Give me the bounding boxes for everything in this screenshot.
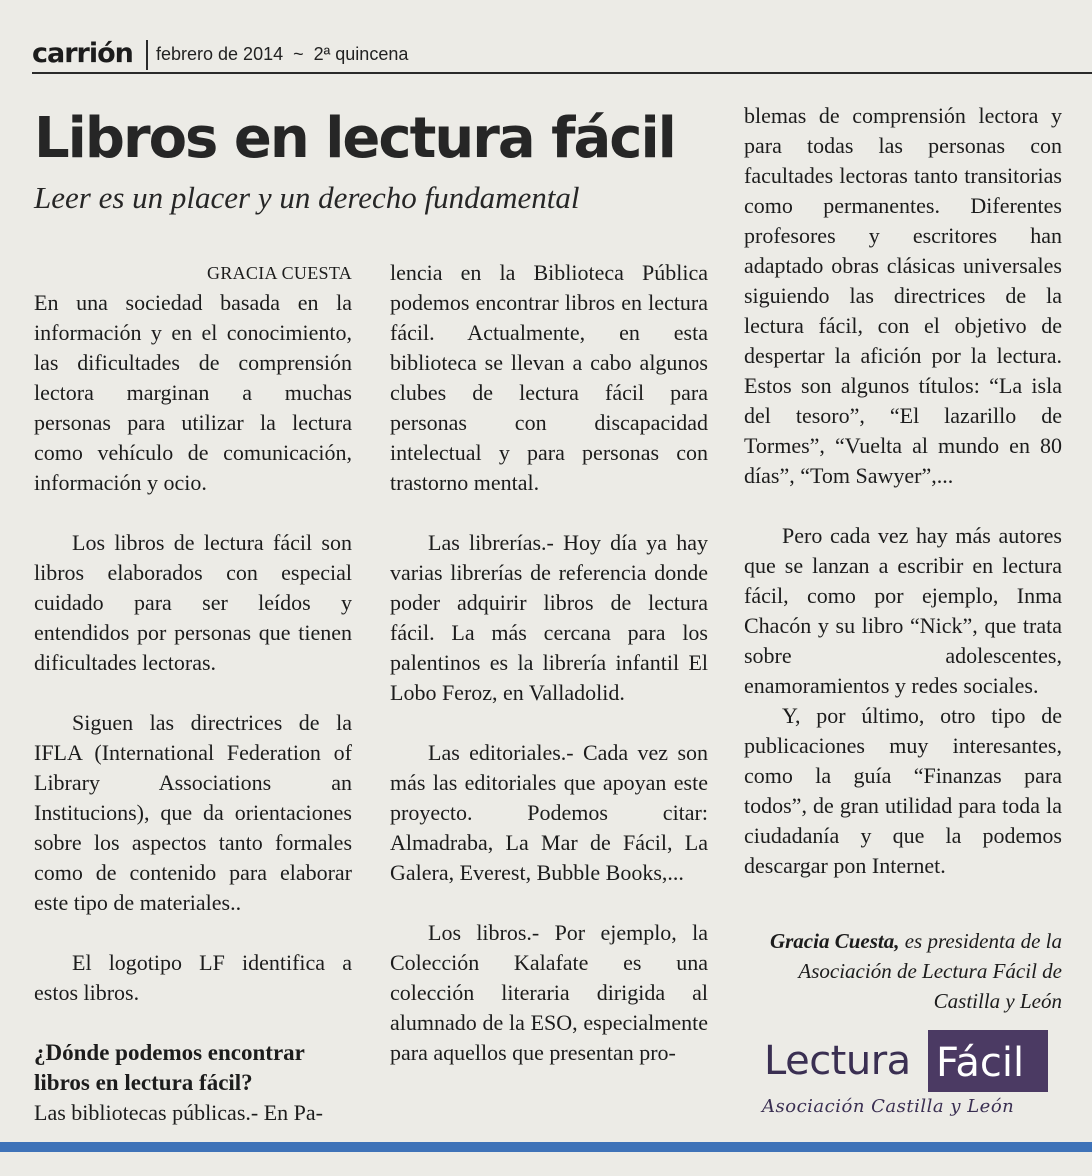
column-1 xyxy=(34,258,352,1128)
author-signature xyxy=(740,926,1062,1016)
column-3 xyxy=(744,101,1062,881)
author-role: es presidenta de la Asociación de Lectura Fácil de Castilla y León xyxy=(798,929,1062,1013)
page-header xyxy=(32,38,1092,74)
paragraph: Y, por último, otro tipo de publicaciones muy interesantes, como la guía “Finanzas para todos”, de gran utilidad para toda la ciudadanía y que la podemos descargar pon Internet. xyxy=(744,703,1062,878)
paragraph: El logotipo LF identifica a estos libros. xyxy=(34,950,352,1005)
header-divider xyxy=(146,40,148,70)
logo-subtitle: Asociación Castilla y León xyxy=(762,1096,1015,1117)
column-2 xyxy=(390,258,708,1068)
paragraph: Los libros.- Por ejemplo, la Colección Kalafate es una colección literaria dirigida al alumnado de la ESO, especialmente para aquellos que presentan pro- xyxy=(390,920,708,1065)
masthead: carrión xyxy=(32,38,133,69)
lectura-facil-logo xyxy=(758,1030,1058,1130)
section-subhead: ¿Dónde podemos encontrar libros en lectura fácil? xyxy=(34,1040,305,1095)
byline: GRACIA CUESTA xyxy=(207,263,352,283)
logo-word-lectura: Lectura xyxy=(764,1038,911,1084)
paragraph: Las editoriales.- Cada vez son más las editoriales que apoyan este proyecto. Podemos citar: Almadraba, La Mar de Fácil, La Galera, Everest, Bubble Books,... xyxy=(390,740,708,885)
paragraph: Pero cada vez hay más autores que se lanzan a escribir en lectura fácil, como por ejemplo, Inma Chacón y su libro “Nick”, que trata sobre adolescentes, enamoramientos y redes sociales. xyxy=(744,523,1062,698)
paragraph: Las librerías.- Hoy día ya hay varias librerías de referencia donde poder adquirir libros de lectura fácil. La más cercana para los palentinos es la librería infantil El Lobo Feroz, en Valladolid. xyxy=(390,530,708,705)
article-headline: Libros en lectura fácil xyxy=(34,106,675,171)
paragraph: lencia en la Biblioteca Pública podemos encontrar libros en lectura fácil. Actualmente, en esta biblioteca se llevan a cabo algunos clubes de lectura fácil para personas con discapacidad intelectual y para personas con trastorno mental. xyxy=(390,260,708,495)
paragraph: Los libros de lectura fácil son libros elaborados con especial cuidado para ser leídos y entendidos por personas que tienen dificultades lectoras. xyxy=(34,530,352,675)
author-name: Gracia Cuesta, xyxy=(769,929,900,953)
bottom-rule xyxy=(0,1142,1092,1152)
dateline: febrero de 2014 ~ 2ª quincena xyxy=(156,44,409,64)
article-subtitle: Leer es un placer y un derecho fundamental xyxy=(34,180,580,215)
paragraph: En una sociedad basada en la información y en el conocimiento, las dificultades de comprensión lectora marginan a muchas personas para utilizar la lectura como vehículo de comunicación, información y ocio. xyxy=(34,290,352,495)
paragraph: blemas de comprensión lectora y para todas las personas con facultades lectoras tanto transitorias como permanentes. Diferentes profesores y escritores han adaptado obras clásicas universales siguiendo las directrices de la lectura fácil, con el objetivo de despertar la afición por la lectura. Estos son algunos títulos: “La isla del tesoro”, “El lazarillo de Tormes”, “Vuelta al mundo en 80 días”, “Tom Sawyer”,... xyxy=(744,103,1062,488)
logo-word-facil: Fácil xyxy=(928,1030,1048,1092)
paragraph: Siguen las directrices de la IFLA (International Federation of Library Associations an Institucions), que da orientaciones sobre los aspectos tanto formales como de contenido para elaborar este tipo de materiales.. xyxy=(34,710,352,915)
paragraph: Las bibliotecas públicas.- En Pa- xyxy=(34,1100,323,1125)
